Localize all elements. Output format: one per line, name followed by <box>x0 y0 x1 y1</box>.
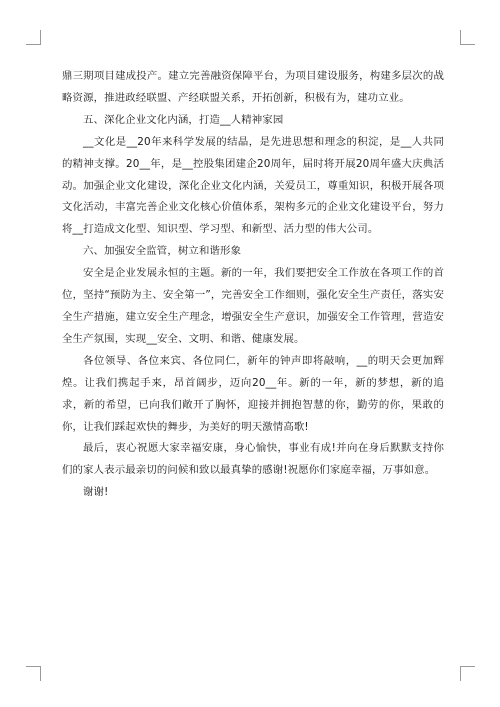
crop-mark-top-left <box>26 30 41 45</box>
section-heading-safety: 六、加强安全监管，树立和谐形象 <box>83 245 242 258</box>
crop-mark-top-right <box>460 30 475 45</box>
crop-mark-bottom-right <box>460 666 475 681</box>
paragraph-safety: 安全是企业发展永恒的主题。新的一年，我们要把安全工作放在各项工作的首位，坚持“预防为主、安全第一”，完善安全工作细则，强化安全生产责任，落实安全生产措施，建立安全生产理念，增强安全生产意识，加强安全工作管理，营造安全生产氛围，实现__安全、文明、和谐、健康发展。 <box>62 267 444 345</box>
document-body <box>62 66 444 504</box>
paragraph-new-year: 各位领导、各位来宾、各位同仁，新年的钟声即将敲响，__的明天会更加辉煌。让我们携起手来，昂首阔步，迈向20__年。新的一年，新的梦想，新的追求，新的希望，已向我们敞开了胸怀，迎接并拥抱智慧的你，勤劳的你，果敢的你，让我们踩起欢快的舞步，为美好的明天激情高歌! <box>62 354 444 433</box>
paragraph-thanks: 谢谢! <box>83 486 109 499</box>
section-heading-culture: 五、深化企业文化内涵，打造__人精神家园 <box>83 113 284 126</box>
paragraph-closing-wishes: 最后，衷心祝愿大家幸福安康，身心愉快，事业有成!并向在身后默默支持你们的家人表示最亲切的问候和致以最真挚的感谢!祝愿你们家庭幸福，万事如意。 <box>62 442 444 477</box>
crop-mark-bottom-left <box>26 666 41 681</box>
paragraph-culture: __文化是__20年来科学发展的结晶，是先进思想和理念的积淀，是__人共同的精神支撑。20__年，是__控股集团建企20周年，届时将开展20周年盛大庆典活动。加强企业文化建设，深化企业文化内涵，关爱员工，尊重知识，积极开展各项文化活动，丰富完善企业文化核心价值体系，架构多元的企业文化建设平台，努力将__打造成文化型、知识型、学习型、和新型、活力型的伟大公司。 <box>62 135 444 236</box>
paragraph-continuation: 鼎三期项目建成投产。建立完善融资保障平台，为项目建设服务，构建多层次的战略资源，推进政经联盟、产经联盟关系，开拓创新，积极有为，建功立业。 <box>62 70 444 104</box>
